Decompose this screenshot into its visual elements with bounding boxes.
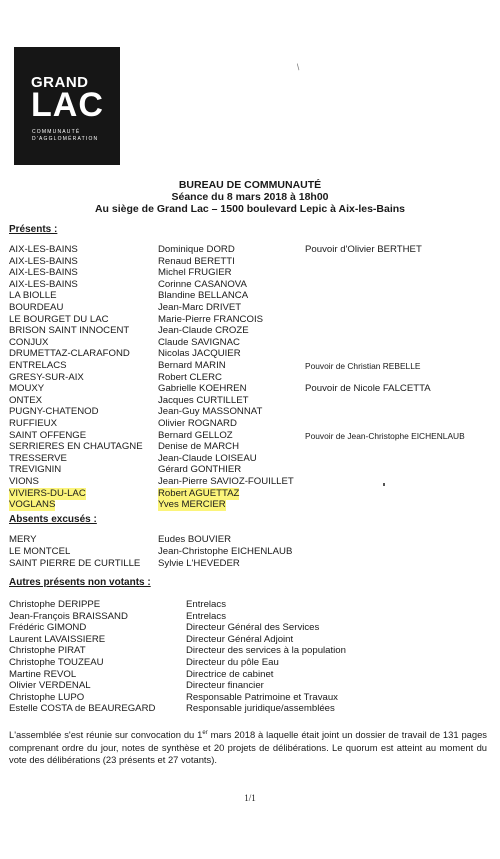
member-name-cell: Jean-Christophe EICHENLAUB: [158, 546, 293, 558]
person-name-cell: Christophe DERIPPE: [9, 599, 101, 610]
member-name-cell: Jean-Marc DRIVET: [158, 302, 242, 313]
member-name-cell: Gérard GONTHIER: [158, 464, 242, 476]
commune-cell: LE MONTCEL: [9, 546, 71, 558]
commune-cell: VIVIERS-DU-LAC: [9, 487, 86, 499]
commune-cell: CONJUX: [9, 336, 49, 348]
member-name-cell: Yves MERCIER: [158, 499, 226, 511]
commune-cell: AIX-LES-BAINS: [9, 244, 78, 255]
stray-mark: [383, 483, 385, 486]
commune-cell: VOGLANS: [9, 499, 56, 511]
member-name-cell: Bernard GELLOZ: [158, 429, 233, 441]
person-name-cell: Christophe TOUZEAU: [9, 657, 104, 668]
session-location: Au siège de Grand Lac – 1500 boulevard Lepic à Aix-les-Bains: [94, 203, 406, 215]
commune-cell: AIX-LES-BAINS: [9, 267, 78, 279]
member-name-cell: Olivier ROGNARD: [158, 418, 237, 429]
person-name-cell: Estelle COSTA de BEAUREGARD: [9, 703, 156, 715]
commune-cell: ENTRELACS: [9, 360, 67, 371]
person-name-cell: Christophe LUPO: [9, 691, 85, 703]
assembly-paragraph: L'assemblée s'est réunie sur convocation du 1er mars 2018 à laquelle était joint un dossier de travail de 131 pages comprenant ordre du jour, notes de synthèse et 20 projets de délibérations. Le quorum est atteint au moment du vote des délibérations (23 présents et 27 votants).: [9, 729, 487, 766]
commune-cell: VIONS: [9, 476, 39, 487]
absents-heading: Absents excusés :: [9, 514, 97, 525]
member-name-cell: Bernard MARIN: [158, 360, 226, 371]
proxy-note-cell: Pouvoir de Nicole FALCETTA: [305, 383, 431, 395]
presents-heading: Présents :: [9, 224, 58, 235]
person-name-cell: Christophe PIRAT: [9, 645, 86, 657]
member-name-cell: Jean-Pierre SAVIOZ-FOUILLET: [158, 476, 294, 487]
commune-cell: SERRIERES EN CHAUTAGNE: [9, 441, 143, 453]
proxy-note-cell: Pouvoir de Christian REBELLE: [305, 361, 421, 371]
member-name-cell: Robert CLERC: [158, 371, 222, 383]
role-cell: Directrice de cabinet: [186, 668, 274, 680]
role-cell: Directeur Général des Services: [186, 622, 320, 634]
member-name-cell: Corinne CASANOVA: [158, 278, 247, 290]
commune-cell: SAINT OFFENGE: [9, 429, 87, 441]
commune-cell: PUGNY-CHATENOD: [9, 406, 99, 418]
commune-cell: DRUMETTAZ-CLARAFOND: [9, 348, 130, 360]
member-name-cell: Jacques CURTILLET: [158, 394, 249, 406]
commune-cell: MOUXY: [9, 383, 45, 395]
document-title: BUREAU DE COMMUNAUTÉ: [178, 179, 322, 191]
member-name-cell: Robert AGUETTAZ: [158, 487, 240, 499]
commune-cell: LE BOURGET DU LAC: [9, 313, 109, 325]
member-name-cell: Jean-Claude LOISEAU: [158, 452, 257, 464]
role-cell: Entrelacs: [186, 610, 226, 622]
commune-cell: TRESSERVE: [9, 452, 67, 464]
person-name-cell: Martine REVOL: [9, 668, 77, 680]
member-name-cell: Eudes BOUVIER: [158, 534, 232, 545]
proxy-note-cell: Pouvoir d'Olivier BERTHET: [305, 244, 422, 255]
autres-heading: Autres présents non votants :: [9, 577, 151, 588]
commune-cell: GRESY-SUR-AIX: [9, 371, 84, 383]
role-cell: Responsable juridique/assemblées: [186, 703, 335, 715]
session-date: Séance du 8 mars 2018 à 18h00: [171, 191, 329, 203]
role-cell: Directeur Général Adjoint: [186, 633, 294, 645]
commune-cell: AIX-LES-BAINS: [9, 278, 78, 290]
logo-line-2: LAC: [31, 86, 104, 124]
commune-cell: BRISON SAINT INNOCENT: [9, 325, 130, 337]
member-name-cell: Marie-Pierre FRANCOIS: [158, 313, 264, 325]
role-cell: Directeur du pôle Eau: [186, 657, 279, 668]
proxy-note-cell: Pouvoir de Jean-Christophe EICHENLAUB: [305, 430, 465, 441]
commune-cell: SAINT PIERRE DE CURTILLE: [9, 558, 141, 570]
role-cell: Responsable Patrimoine et Travaux: [186, 691, 338, 703]
document-header: [0, 179, 500, 215]
member-name-cell: Renaud BERETTI: [158, 255, 235, 267]
person-name-cell: Frédéric GIMOND: [9, 622, 87, 634]
commune-cell: AIX-LES-BAINS: [9, 255, 78, 267]
commune-cell: TREVIGNIN: [9, 464, 62, 476]
member-name-cell: Gabrielle KOEHREN: [158, 383, 247, 395]
member-name-cell: Denise de MARCH: [158, 441, 240, 453]
person-name-cell: Olivier VERDENAL: [9, 680, 91, 692]
member-name-cell: Sylvie L'HEVEDER: [158, 558, 240, 570]
page-number: 1/1: [244, 793, 256, 803]
role-cell: Directeur des services à la population: [186, 645, 346, 657]
pen-mark: /: [294, 62, 302, 72]
commune-cell: LA BIOLLE: [9, 290, 57, 302]
role-cell: Entrelacs: [186, 599, 226, 610]
commune-cell: ONTEX: [9, 394, 43, 406]
grand-lac-logo: [14, 47, 120, 165]
commune-cell: RUFFIEUX: [9, 418, 57, 429]
member-name-cell: Jean-Guy MASSONNAT: [158, 406, 263, 418]
member-name-cell: Michel FRUGIER: [158, 267, 232, 279]
member-name-cell: Nicolas JACQUIER: [158, 348, 241, 360]
commune-cell: BOURDEAU: [9, 302, 64, 313]
member-name-cell: Dominique DORD: [158, 244, 235, 255]
person-name-cell: Jean-François BRAISSAND: [9, 610, 128, 622]
logo-subtitle: COMMUNAUTÉ D'AGGLOMÉRATION: [32, 129, 99, 142]
member-name-cell: Blandine BELLANCA: [158, 290, 249, 302]
logo-line-1: GRAND: [31, 74, 89, 91]
commune-cell: MERY: [9, 534, 37, 545]
person-name-cell: Laurent LAVAISSIERE: [9, 633, 106, 645]
role-cell: Directeur financier: [186, 680, 264, 692]
member-name-cell: Jean-Claude CROZE: [158, 325, 249, 337]
member-name-cell: Claude SAVIGNAC: [158, 336, 240, 348]
